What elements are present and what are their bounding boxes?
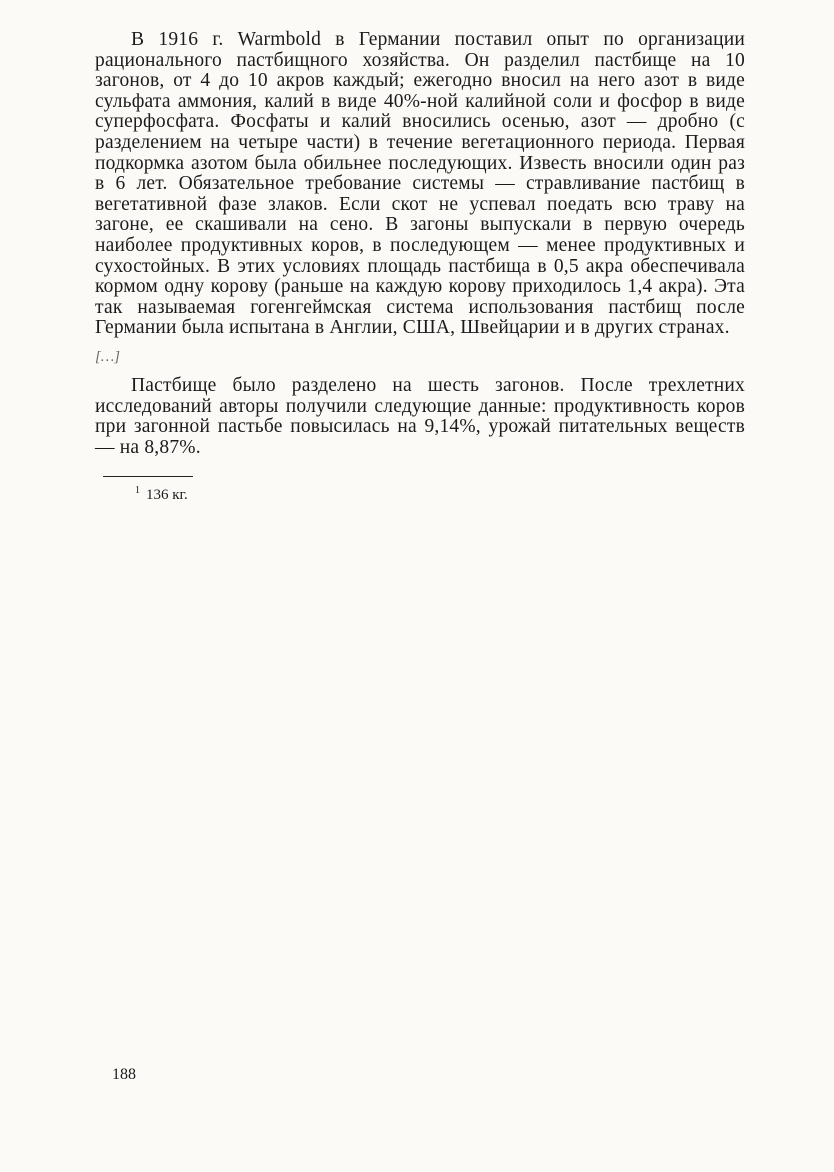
omission-note: […] [95,348,121,365]
footnote-divider [103,476,193,477]
footnote-text: 136 кг. [146,487,188,504]
footnote [135,485,745,504]
page-content [95,30,745,504]
paragraph-1: В 1916 г. Warmbold в Германии поставил опыт по организации рационального пастбищного хозяйства. Он разделил пастбище на 10 загонов, от 4 до 10 акров каждый; ежегодно вносил на него азот в виде сульфата аммония, калий в виде 40%-ной калийной соли и фосфор в виде суперфосфата. Фосфаты и калий вносились осенью, азот — дробно (с разделением на четыре части) в течение вегетационного периода. Первая подкормка азотом была обильнее последующих. Известь вносили один раз в 6 лет. Обязательное требование системы — стравливание пастбищ в вегетативной фазе злаков. Если скот не успевал поедать всю траву на загоне, ее скашивали на сено. В загоны выпускали в первую очередь наиболее продуктивных коров, в последующем — менее продуктивных и сухостойных. В этих условиях площадь пастбища в 0,5 акра обеспечивала кормом одну корову (раньше на каждую корову приходилось 1,4 акра). Эта так называемая гогенгеймская система использования пастбищ после Германии была испытана в Англии, США, Швейцарии и в других странах. [95,29,745,339]
paragraph-2: Пастбище было разделено на шесть загонов. После трехлетних исследований авторы получили следующие данные: продуктивность коров при загонной пастьбе повысилась на 9,14%, урожай питательных веществ — на 8,87%. [95,374,745,458]
page-number: 188 [112,1066,136,1083]
footnote-marker: 1 [135,485,140,497]
